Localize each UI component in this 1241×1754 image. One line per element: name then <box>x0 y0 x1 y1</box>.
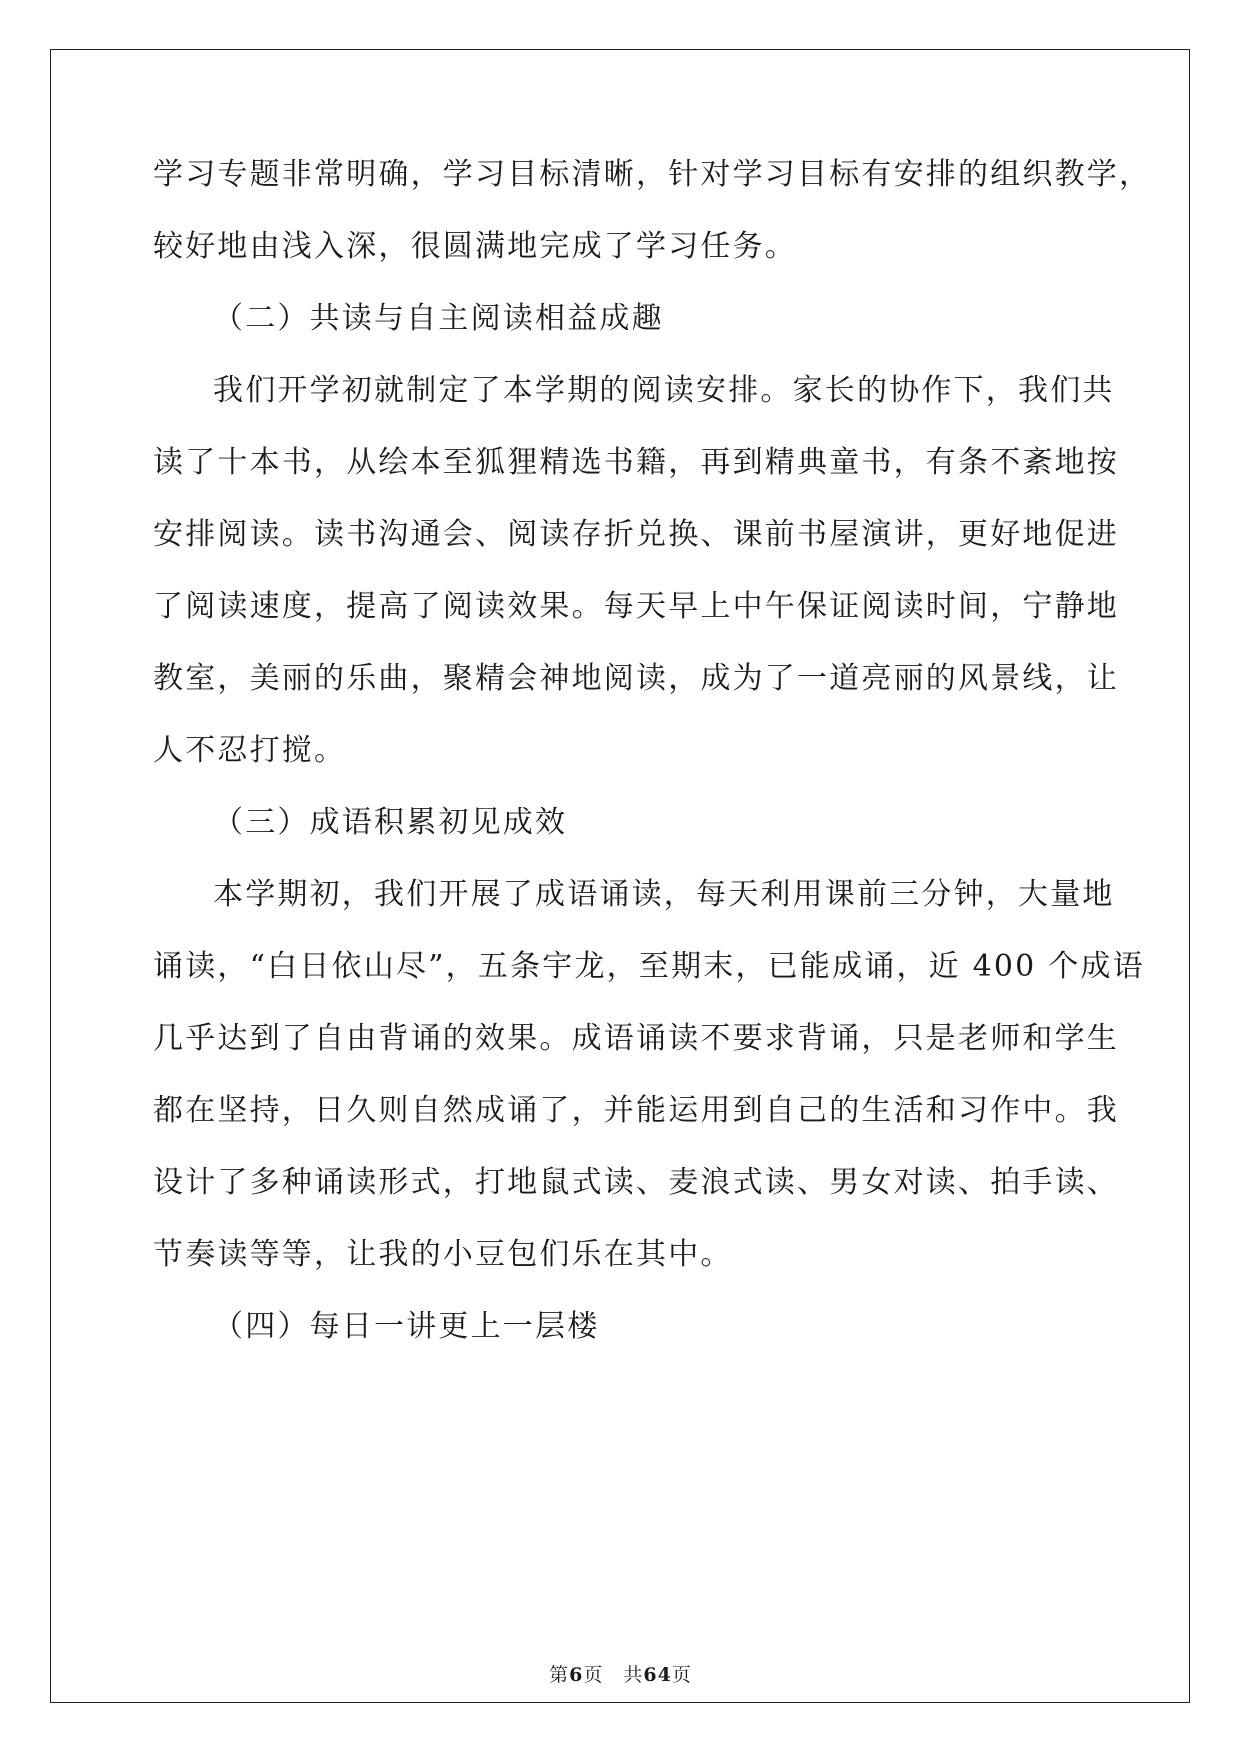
paragraph-line: 安排阅读。读书沟通会、阅读存折兑换、课前书屋演讲，更好地促进 <box>153 517 1119 552</box>
section-heading: （二）共读与自主阅读相益成趣 <box>213 301 664 336</box>
section-heading: （三）成语积累初见成效 <box>213 805 568 840</box>
paragraph-line: 了阅读速度，提高了阅读效果。每天早上中午保证阅读时间，宁静地 <box>153 589 1119 624</box>
paragraph-line: 人不忍打搅。 <box>153 733 347 768</box>
page-border <box>50 49 1190 1703</box>
paragraph-line: 节奏读等等，让我的小豆包们乐在其中。 <box>153 1237 733 1272</box>
paragraph-line: 教室，美丽的乐曲，聚精会神地阅读，成为了一道亮丽的风景线，让 <box>153 661 1119 696</box>
paragraph-line: 都在坚持，日久则自然成诵了，并能运用到自己的生活和习作中。我 <box>153 1093 1119 1128</box>
paragraph-line: 较好地由浅入深，很圆满地完成了学习任务。 <box>153 229 797 264</box>
section-heading: （四）每日一讲更上一层楼 <box>213 1309 600 1344</box>
footer-total-suffix: 页 <box>671 1664 692 1686</box>
current-page-number: 6 <box>569 1664 584 1686</box>
paragraph-line: 诵读，“白日依山尽”，五条宇龙，至期末，已能成诵，近 400 个成语 <box>153 949 1145 984</box>
total-pages-number: 64 <box>643 1664 672 1686</box>
paragraph-line: 几乎达到了自由背诵的效果。成语诵读不要求背诵，只是老师和学生 <box>153 1021 1119 1056</box>
paragraph-line: 我们开学初就制定了本学期的阅读安排。家长的协作下，我们共 <box>213 373 1115 408</box>
page-footer <box>0 1660 1241 1687</box>
paragraph-line: 本学期初，我们开展了成语诵读，每天利用课前三分钟，大量地 <box>213 877 1115 912</box>
paragraph-line: 学习专题非常明确，学习目标清晰，针对学习目标有安排的组织教学， <box>153 157 1152 192</box>
footer-prefix: 第 <box>549 1664 570 1686</box>
paragraph-line: 设计了多种诵读形式，打地鼠式读、麦浪式读、男女对读、拍手读、 <box>153 1165 1119 1200</box>
footer-page-word: 页 <box>583 1664 604 1686</box>
paragraph-line: 读了十本书，从绘本至狐狸精选书籍，再到精典童书，有条不紊地按 <box>153 445 1119 480</box>
footer-total-prefix: 共 <box>623 1664 644 1686</box>
